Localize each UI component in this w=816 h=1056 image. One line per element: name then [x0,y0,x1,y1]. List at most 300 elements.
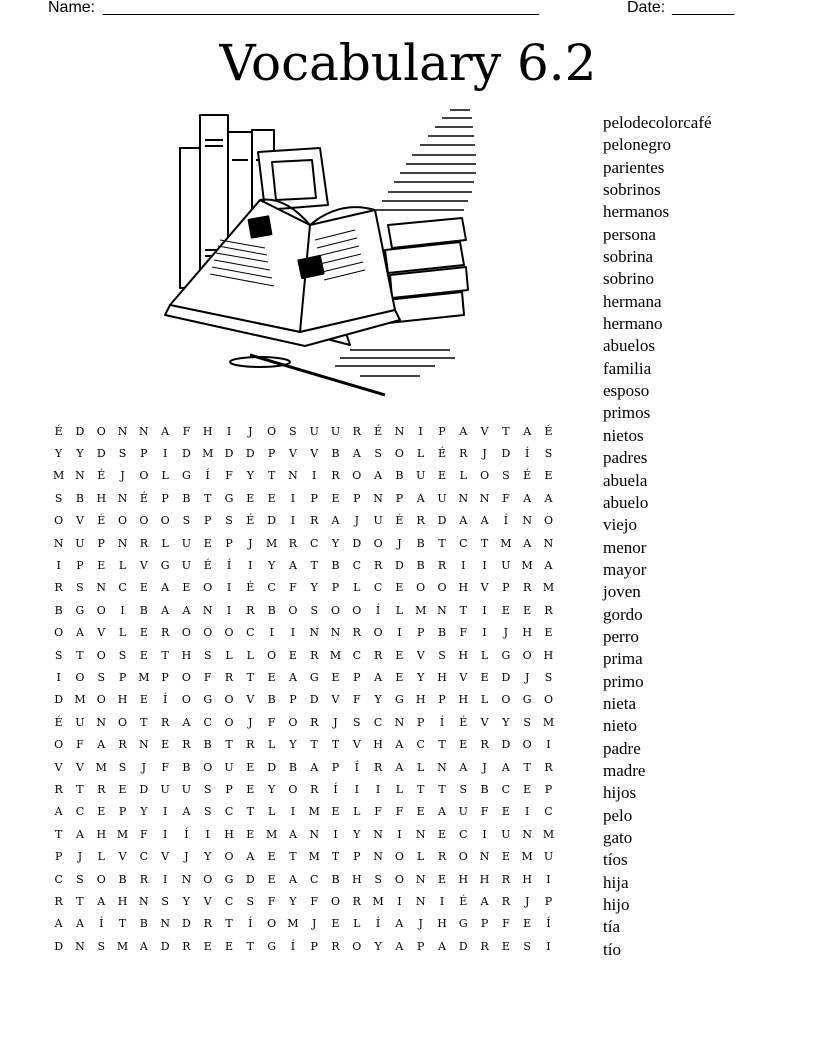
grid-letter: S [203,648,212,662]
grid-letter: S [161,894,169,908]
grid-letter: P [416,939,425,953]
grid-letter: N [394,715,405,729]
grid-letter: S [289,424,297,438]
grid-letter: R [288,536,298,550]
word-list-item: parientes [603,157,665,177]
grid-row [48,644,559,666]
grid-letter: O [267,424,277,438]
grid-letter: C [310,872,319,886]
grid-letter: H [117,693,128,707]
grid-letter: Í [333,782,338,796]
grid-letter: S [544,447,553,461]
grid-letter: A [438,939,446,953]
word-list-item: pelonegro [603,135,671,155]
grid-letter: T [438,738,446,752]
grid-letter: T [140,715,148,729]
grid-letter: A [480,894,489,908]
grid-letter: E [437,872,446,886]
grid-letter: E [331,491,340,505]
grid-letter: M [372,894,384,908]
grid-letter: A [139,939,148,953]
grid-letter: N [75,469,85,483]
grid-letter: E [139,626,148,640]
grid-letter: I [162,827,168,841]
grid-letter: J [248,536,253,550]
grid-letter: Í [290,939,296,953]
grid-letter: E [267,491,276,505]
grid-letter: N [543,536,554,550]
grid-letter: R [310,782,319,796]
grid-letter: É [544,424,553,438]
grid-letter: F [182,424,191,438]
word-list [603,112,712,961]
grid-letter: V [75,514,84,528]
grid-row [48,890,559,912]
grid-letter: N [437,760,447,774]
grid-letter: N [139,424,149,438]
grid-letter: B [416,536,425,550]
grid-letter: Y [374,939,382,953]
grid-letter: P [438,693,446,707]
grid-letter: O [96,603,106,617]
grid-letter: N [415,894,426,908]
grid-letter: É [374,424,383,438]
grid-letter: N [181,872,192,886]
grid-letter: B [267,693,276,707]
grid-letter: C [224,805,234,819]
grid-letter: J [482,447,487,461]
grid-letter: O [330,894,341,908]
grid-row [48,801,559,823]
grid-letter: N [330,626,341,640]
grid-letter: A [331,514,340,528]
grid-letter: S [97,939,106,953]
grid-letter: E [523,603,532,617]
grid-letter: É [437,447,446,461]
grid-letter: T [267,469,276,483]
grid-row [48,666,559,688]
grid-letter: A [97,894,106,908]
grid-letter: V [331,693,340,707]
grid-letter: A [182,805,191,819]
grid-letter: V [97,626,106,640]
grid-letter: A [288,827,297,841]
grid-letter: D [437,514,447,528]
grid-letter: I [546,872,551,886]
grid-letter: N [96,581,107,595]
word-list-item: abuelo [603,492,649,512]
grid-letter: M [542,715,555,729]
grid-letter: I [397,626,402,640]
grid-letter: L [417,447,425,461]
grid-row [48,845,559,867]
grid-letter: R [224,670,234,684]
grid-letter: R [480,939,489,953]
grid-letter: L [353,917,361,931]
grid-letter: N [458,491,469,505]
grid-letter: T [225,738,233,752]
grid-letter: E [118,782,127,796]
grid-letter: E [501,850,510,864]
grid-letter: T [502,424,510,438]
grid-letter: U [501,827,511,841]
grid-letter: É [523,469,532,483]
grid-letter: S [374,447,382,461]
grid-letter: O [118,715,128,729]
grid-letter: E [501,603,510,617]
grid-letter: O [203,872,213,886]
grid-letter: I [290,805,296,819]
word-list-item: nietos [603,425,644,445]
grid-letter: D [352,536,362,550]
grid-letter: V [118,850,127,864]
grid-letter: L [225,648,233,662]
word-list-item: padre [603,738,641,758]
grid-letter: T [310,559,318,573]
grid-letter: T [331,738,340,752]
grid-letter: T [480,536,489,550]
grid-letter: G [395,693,404,707]
grid-letter: D [267,514,277,528]
grid-row [48,554,559,576]
grid-letter: O [224,715,234,729]
word-list-item: primos [603,403,651,423]
grid-letter: I [162,872,168,886]
grid-letter: O [394,872,404,886]
grid-letter: N [479,491,490,505]
word-list-item: hermana [603,291,662,311]
grid-letter: T [54,827,63,841]
grid-letter: F [352,693,361,707]
grid-letter: C [416,738,425,752]
grid-letter: O [267,648,277,662]
grid-letter: C [224,894,234,908]
word-list-item: hijos [603,783,637,803]
grid-letter: D [267,760,277,774]
grid-letter: M [265,536,278,550]
grid-letter: R [352,424,361,438]
grid-letter: R [416,514,425,528]
grid-letter: L [395,782,404,796]
grid-letter: I [162,805,168,819]
grid-letter: N [309,827,320,841]
grid-letter: I [354,782,359,796]
grid-letter: I [397,827,402,841]
grid-letter: B [437,626,447,640]
grid-letter: U [181,782,192,796]
grid-letter: G [203,693,213,707]
word-list-item: familia [603,358,652,378]
grid-letter: T [331,850,340,864]
grid-letter: R [182,939,191,953]
grid-letter: N [139,738,149,752]
grid-letter: O [352,603,362,617]
grid-letter: S [203,805,212,819]
grid-letter: Í [99,917,104,931]
grid-letter: O [522,648,532,662]
grid-letter: F [225,469,233,483]
grid-letter: E [544,626,553,640]
grid-row [48,599,559,621]
grid-letter: V [246,693,255,707]
grid-letter: O [96,872,106,886]
grid-letter: J [333,715,338,729]
grid-letter: L [267,738,276,752]
grid-letter: V [310,447,319,461]
grid-letter: I [482,603,487,617]
grid-letter: A [75,917,84,931]
grid-letter: C [75,805,85,819]
grid-letter: I [226,603,232,617]
grid-letter: O [54,738,64,752]
grid-letter: M [542,581,555,595]
grid-letter: H [415,693,426,707]
grid-row [48,913,559,935]
grid-letter: I [525,805,530,819]
grid-letter: U [543,850,554,864]
word-search-grid [48,420,559,957]
grid-letter: P [161,491,169,505]
grid-letter: T [118,917,127,931]
grid-letter: E [288,648,297,662]
grid-letter: F [161,760,169,774]
grid-letter: T [438,536,446,550]
grid-letter: O [330,603,341,617]
grid-letter: D [182,917,191,931]
grid-letter: A [544,491,553,505]
grid-letter: T [161,648,169,662]
grid-letter: U [181,559,192,573]
grid-letter: O [224,850,234,864]
grid-letter: J [524,670,530,684]
grid-letter: G [75,603,85,617]
grid-letter: F [76,738,84,752]
grid-letter: B [182,491,191,505]
grid-letter: M [521,850,533,864]
grid-letter: L [353,805,361,819]
grid-letter: H [352,872,362,886]
grid-letter: Y [331,536,340,550]
grid-letter: F [502,491,510,505]
grid-letter: G [160,559,170,573]
grid-letter: Y [267,782,276,796]
grid-letter: L [161,536,169,550]
word-list-item: sobrinos [603,180,661,200]
grid-row [48,868,559,890]
grid-letter: O [54,626,64,640]
grid-letter: E [246,760,255,774]
grid-letter: I [546,939,551,953]
grid-letter: F [395,805,404,819]
grid-letter: S [459,782,468,796]
grid-letter: S [118,447,127,461]
grid-letter: L [417,850,425,864]
name-line[interactable]: _________________________________________________ [103,0,540,16]
grid-letter: M [53,469,65,483]
grid-letter: R [523,581,532,595]
grid-letter: B [139,917,148,931]
grid-letter: O [373,536,383,550]
grid-row [48,711,559,733]
grid-letter: T [246,939,254,953]
grid-letter: I [482,626,487,640]
grid-letter: Í [248,917,253,931]
grid-letter: R [54,782,63,796]
grid-letter: A [246,850,255,864]
grid-letter: F [267,715,276,729]
grid-letter: S [203,782,212,796]
word-list-item: padres [603,448,648,468]
grid-letter: A [54,805,63,819]
grid-letter: R [373,559,383,573]
grid-letter: U [160,782,170,796]
grid-letter: H [522,626,532,640]
grid-row [48,622,559,644]
header-row [48,0,748,19]
grid-letter: J [184,850,189,864]
grid-letter: E [395,670,404,684]
grid-letter: S [502,469,510,483]
grid-letter: I [248,559,253,573]
grid-letter: Y [246,469,254,483]
grid-letter: A [75,626,84,640]
grid-letter: R [310,648,319,662]
grid-letter: F [310,894,319,908]
word-list-item: sobrina [603,247,654,267]
grid-letter: E [161,738,170,752]
grid-letter: O [181,670,191,684]
grid-letter: B [118,872,127,886]
name-label: Name: [48,0,96,16]
grid-letter: V [75,760,84,774]
grid-letter: P [267,447,276,461]
grid-letter: O [543,693,553,707]
grid-letter: R [544,760,553,774]
grid-letter: G [182,469,191,483]
grid-letter: L [267,805,276,819]
word-list-item: mayor [603,559,647,579]
grid-letter: Y [76,447,84,461]
grid-letter: O [118,514,128,528]
grid-letter: A [182,715,191,729]
grid-letter: E [523,782,532,796]
grid-letter: P [54,850,63,864]
grid-letter: A [438,805,446,819]
grid-letter: A [374,670,383,684]
grid-letter: H [437,917,447,931]
word-list-item: hija [603,872,629,892]
grid-letter: Í [162,693,168,707]
grid-letter: O [181,626,191,640]
grid-letter: R [331,469,340,483]
grid-row [48,487,559,509]
grid-letter: N [202,603,213,617]
grid-letter: Í [205,469,210,483]
grid-letter: E [203,536,212,550]
grid-letter: N [117,536,128,550]
grid-letter: P [118,805,127,819]
grid-letter: N [53,536,64,550]
grid-letter: É [97,469,106,483]
grid-letter: Í [354,760,359,774]
grid-letter: I [333,827,338,841]
grid-letter: H [458,872,469,886]
grid-letter: L [118,626,127,640]
grid-letter: O [96,424,106,438]
grid-letter: N [415,872,426,886]
grid-letter: E [97,559,106,573]
grid-letter: A [395,939,404,953]
grid-letter: I [120,603,125,617]
grid-letter: O [203,626,213,640]
grid-letter: I [461,559,466,573]
grid-letter: T [246,805,254,819]
grid-letter: É [54,424,63,438]
grid-letter: U [437,491,447,505]
grid-letter: E [246,782,255,796]
grid-letter: I [162,447,168,461]
grid-letter: D [458,939,468,953]
word-list-item: joven [603,582,641,602]
grid-letter: R [352,894,361,908]
grid-letter: H [437,670,447,684]
grid-letter: R [139,536,148,550]
grid-letter: C [310,536,319,550]
grid-letter: B [480,782,489,796]
grid-letter: R [97,782,106,796]
grid-row [48,510,559,532]
word-list-item: viejo [603,515,637,535]
grid-letter: H [522,872,532,886]
grid-letter: P [480,917,489,931]
grid-letter: Í [226,559,232,573]
grid-letter: A [288,670,297,684]
grid-letter: I [482,827,487,841]
grid-letter: D [96,447,106,461]
grid-letter: V [54,760,63,774]
grid-letter: H [479,872,490,886]
grid-letter: C [544,805,553,819]
grid-letter: M [500,536,512,550]
grid-letter: T [76,782,84,796]
grid-letter: L [97,850,105,864]
grid-letter: R [54,581,63,595]
grid-letter: R [160,715,170,729]
grid-letter: I [205,827,210,841]
grid-letter: E [331,917,340,931]
word-list-item: primo [603,671,644,691]
grid-letter: R [118,738,127,752]
grid-letter: D [245,447,255,461]
grid-letter: I [269,626,274,640]
grid-letter: D [394,559,404,573]
grid-letter: E [501,805,510,819]
grid-letter: U [373,514,383,528]
grid-letter: É [459,715,468,729]
grid-letter: A [501,760,510,774]
grid-letter: S [523,715,531,729]
grid-row [48,465,559,487]
grid-letter: L [161,469,169,483]
grid-letter: B [75,491,84,505]
grid-letter: C [139,850,149,864]
word-list-item: menor [603,537,647,557]
grid-letter: I [375,782,381,796]
grid-letter: O [501,693,511,707]
date-line[interactable]: _______ [672,0,735,16]
grid-letter: B [331,559,340,573]
grid-letter: S [76,872,84,886]
